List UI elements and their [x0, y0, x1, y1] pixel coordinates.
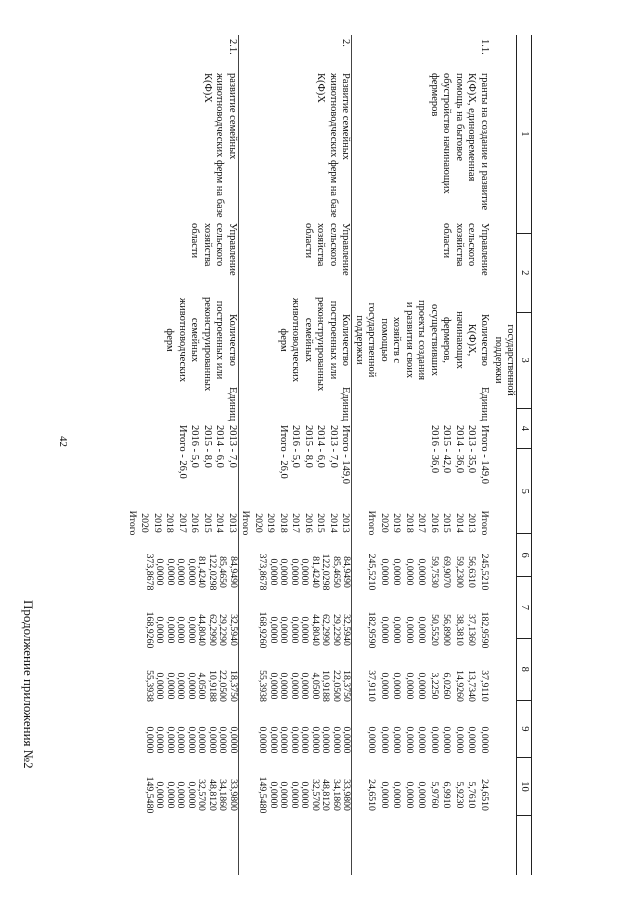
amount-c9-value: 0,0000 [429, 726, 440, 754]
target-values-value: 2016 - 5,0 [290, 425, 302, 468]
amount-c7-value: 0,0000 [379, 616, 390, 644]
amount-c7-value: 168,9260 [257, 611, 269, 649]
amount-c6-value: 56,6310 [466, 556, 478, 588]
amount-c10-value: 32,5700 [196, 779, 208, 811]
amount-c8-value: 4,0500 [310, 672, 321, 700]
year-cell-value: 2020 [139, 513, 151, 533]
target-values-value: 2014 - 36,0 [454, 425, 465, 474]
target-values-value: Итого - 149,0 [479, 425, 490, 484]
appendix-caption: Продолжение приложения №2 [21, 600, 36, 769]
amount-c10-value: 0,0000 [404, 781, 415, 809]
item-name: развитие семейных животноводческих ферм на базе К(Ф)Х [126, 71, 239, 221]
amount-c9-value: 0,0000 [466, 726, 478, 754]
amount-c9 [126, 713, 239, 767]
amount-c7-value: 0,0000 [186, 616, 197, 644]
year-cell-value: 2013 [466, 513, 478, 533]
amount-c8 [239, 659, 353, 713]
amount-c7-value: 44,8040 [310, 614, 321, 646]
amount-c7-value: 0,0000 [404, 616, 415, 644]
year-cell-value: 2015 [202, 513, 213, 533]
amount-c9-value: 0,0000 [278, 726, 290, 754]
amount-c9-value: 0,0000 [366, 726, 378, 754]
amount-c10-value: 33,9800 [341, 779, 353, 811]
amount-c9-value: 0,0000 [196, 726, 208, 754]
amount-c10-value: 0,0000 [416, 781, 428, 809]
target-values-value: 2016 - 36,0 [429, 425, 440, 474]
item-name: гранты на создание и развитие К(Ф)Х, единовременная помощь на бытовое обустройство начинающих фермеров [429, 73, 490, 211]
amount-c6-value: 0,0000 [268, 558, 279, 586]
amount-c6-value: 122,0298 [207, 553, 218, 591]
amount-c6-value: 0,0000 [186, 558, 197, 586]
amount-c10-value: 0,0000 [379, 781, 390, 809]
amount-c7-value: 29,2290 [331, 614, 342, 646]
amount-c8-value: 55,3938 [144, 670, 155, 702]
target-values-value: Итого - 26,0 [278, 425, 289, 479]
amount-c10-value: 0,0000 [268, 781, 279, 809]
amount-c6-value: 122,0298 [320, 553, 332, 591]
item-indicator: Количество построенных или реконструированных семейных животноводческих ферм [239, 295, 353, 385]
amount-c6-value: 0,0000 [391, 558, 403, 586]
amount-c10-value: 5,9230 [454, 781, 465, 809]
amount-c7-value: 56,8900 [441, 614, 453, 646]
item-indicator: Количество К(Ф)Х, начинающих фермеров, осуществивших проекты создания и развития своих хозяйств с помощью государственной поддержки [354, 299, 490, 381]
amount-c6-value: 84,9490 [341, 556, 353, 588]
indicator-continued: государственной поддержки [493, 324, 516, 396]
amount-c7 [126, 601, 239, 659]
col-number: 4 [517, 408, 532, 449]
amount-c8-value: 3,2250 [429, 672, 440, 700]
amount-c10-value: 0,0000 [391, 781, 403, 809]
year-cell-value: Итого [366, 510, 378, 536]
amount-c9-value: 0,0000 [479, 726, 490, 754]
amount-c6-value: 0,0000 [278, 558, 290, 586]
amount-c7 [239, 601, 353, 659]
amount-c10-value: 5,7610 [466, 781, 478, 809]
column-number-row [517, 35, 532, 875]
item-number: 2. [239, 35, 353, 71]
year-cell-value: 2019 [265, 513, 277, 533]
year-cell-value: 2018 [404, 513, 415, 533]
item-executor: Управление сельского хозяйства области [126, 221, 239, 295]
amount-c6-value: 0,0000 [165, 558, 176, 586]
item-indicator: Количество построенных или реконструированных семейных животноводческих ферм [126, 295, 239, 385]
col-number: 7 [517, 576, 532, 638]
year-cell-value: 2017 [177, 513, 188, 533]
amount-c8-value: 0,0000 [154, 672, 166, 700]
item-unit: Единиц [126, 385, 239, 423]
year-cell-value: 2015 [441, 513, 453, 533]
program-rows [126, 35, 491, 875]
amount-c10 [352, 767, 490, 823]
amount-c10-value: 24,6510 [479, 779, 490, 811]
target-values [126, 423, 239, 503]
amount-c6 [352, 543, 490, 601]
year-cell [239, 503, 353, 543]
col-number: 9 [517, 700, 532, 758]
amount-c10-value: 0,0000 [154, 781, 166, 809]
amount-c7-value: 32,5940 [228, 614, 239, 646]
amount-c6-value: 0,0000 [416, 558, 428, 586]
amount-c8-value: 14,9260 [454, 670, 465, 702]
amount-c7-value: 182,9590 [479, 611, 490, 649]
amount-c8-value: 10,9188 [207, 670, 218, 702]
amount-c10-value: 5,9760 [429, 781, 440, 809]
amount-c8-value: 0,0000 [186, 672, 197, 700]
amount-c10-value: 149,5480 [144, 776, 155, 814]
program-row [126, 35, 239, 875]
program-table [493, 35, 532, 875]
year-cell-value: Итого [127, 510, 138, 536]
col-number: 1 [517, 35, 532, 233]
year-cell-value: 2013 [227, 513, 238, 533]
target-values-value: 2013 - 7,0 [328, 425, 339, 468]
amount-c8-value: 55,3938 [257, 670, 269, 702]
amount-c8-value: 0,0000 [278, 672, 290, 700]
amount-c10-value: 0,0000 [278, 781, 290, 809]
amount-c10-value: 0,0000 [165, 781, 176, 809]
amount-c8-value: 6,0260 [441, 672, 453, 700]
amount-c10 [126, 767, 239, 823]
amount-c9-value: 0,0000 [391, 726, 403, 754]
amount-c8-value: 0,0000 [379, 672, 390, 700]
amount-c9-value: 0,0000 [454, 726, 465, 754]
amount-c10-value: 34,1860 [217, 779, 229, 811]
amount-c8-value: 37,9110 [479, 670, 490, 702]
amount-c7-value: 0,0000 [289, 616, 300, 644]
amount-c10-value: 48,8120 [207, 779, 218, 811]
amount-c9-value: 0,0000 [441, 726, 453, 754]
amount-c8-value: 0,0000 [165, 672, 176, 700]
amount-c8-value: 0,0000 [175, 672, 187, 700]
amount-c8 [126, 659, 239, 713]
amount-c10-value: 33,9800 [228, 779, 239, 811]
item-unit: Единиц [479, 387, 490, 422]
year-cell-value: 2016 [189, 513, 201, 533]
amount-c7-value: 32,5940 [341, 614, 353, 646]
year-cell-value: 2017 [416, 513, 428, 533]
amount-c9-value: 0,0000 [320, 726, 332, 754]
amount-c9-value: 0,0000 [299, 726, 311, 754]
amount-c7-value: 62,2990 [207, 614, 218, 646]
spacer-cell [352, 823, 490, 875]
amount-c6-value: 81,4240 [310, 556, 321, 588]
amount-c6-value: 84,9490 [228, 556, 239, 588]
amount-c7-value: 29,2290 [217, 614, 229, 646]
year-cell-value: 2014 [454, 513, 465, 533]
amount-c6 [239, 543, 353, 601]
amount-c9-value: 0,0000 [186, 726, 197, 754]
amount-c6-value: 59,7530 [429, 556, 440, 588]
year-cell-value: 2017 [290, 513, 302, 533]
amount-c7-value: 168,9260 [144, 611, 155, 649]
target-values-value: Итого - 149,0 [340, 425, 352, 484]
amount-c9-value: 0,0000 [310, 726, 321, 754]
col-number: 5 [517, 449, 532, 534]
amount-c9-value: 0,0000 [268, 726, 279, 754]
amount-c9-value: 0,0000 [404, 726, 415, 754]
amount-c10-value: 6,9910 [441, 781, 453, 809]
year-cell-value: 2019 [152, 513, 163, 533]
target-values-value: 2016 - 5,0 [189, 425, 201, 468]
amount-c7-value: 0,0000 [278, 616, 290, 644]
target-values-value: 2015 - 8,0 [303, 425, 314, 468]
amount-c9-value: 0,0000 [289, 726, 300, 754]
amount-c8-value: 37,9110 [366, 670, 378, 702]
page-number: 42 [57, 436, 69, 447]
target-values-value: 2015 - 42,0 [441, 425, 453, 474]
target-values-value: 2014 - 6,0 [214, 425, 226, 468]
amount-c8-value: 22,0500 [217, 670, 229, 702]
spacer-cell [239, 823, 353, 875]
amount-c7-value: 0,0000 [391, 616, 403, 644]
col-number: 6 [517, 534, 532, 577]
amount-c8-value: 18,3750 [228, 670, 239, 702]
amount-c10-value: 0,0000 [299, 781, 311, 809]
amount-c7-value: 0,0000 [268, 616, 279, 644]
amount-c9-value: 0,0000 [154, 726, 166, 754]
amount-c6-value: 85,4650 [331, 556, 342, 588]
amount-c7-value: 0,0000 [416, 616, 428, 644]
amount-c6-value: 245,5210 [479, 553, 490, 591]
target-values-value: 2014 - 6,0 [315, 425, 327, 468]
year-cell-value: 2018 [164, 513, 176, 533]
year-cell-value: 2014 [328, 513, 339, 533]
target-values-value: 2013 - 7,0 [227, 425, 238, 468]
year-cell-value: Итого [479, 510, 490, 536]
col-number: 2 [517, 233, 532, 312]
amount-c6-value: 0,0000 [299, 558, 311, 586]
year-cell-value: 2015 [315, 513, 327, 533]
item-number: 1.1. [479, 39, 490, 55]
target-values [239, 423, 353, 503]
year-cell-value: Итого [240, 510, 252, 536]
amount-c6 [126, 543, 239, 601]
amount-c6-value: 0,0000 [404, 558, 415, 586]
col-number: 8 [517, 638, 532, 700]
amount-c6-value: 0,0000 [289, 558, 300, 586]
amount-c6-value: 373,8678 [257, 553, 269, 591]
amount-c6-value: 0,0000 [154, 558, 166, 586]
amount-c10-value: 24,6510 [366, 779, 378, 811]
item-unit: Единиц [239, 385, 353, 423]
year-cell-value: 2018 [278, 513, 289, 533]
amount-c9-value: 0,0000 [217, 726, 229, 754]
target-values-value: Итого - 26,0 [177, 425, 188, 479]
amount-c8-value: 13,7340 [466, 670, 478, 702]
amount-c9-value: 0,0000 [257, 726, 269, 754]
amount-c7-value: 62,2990 [320, 614, 332, 646]
amount-c9-value: 0,0000 [175, 726, 187, 754]
amount-c10-value: 149,5480 [257, 776, 269, 814]
year-cell-value: 2019 [391, 513, 403, 533]
amount-c8-value: 0,0000 [391, 672, 403, 700]
amount-c6-value: 59,2300 [454, 556, 465, 588]
amount-c8-value: 4,0500 [196, 672, 208, 700]
amount-c9 [352, 713, 490, 767]
amount-c7-value: 0,0000 [299, 616, 311, 644]
item-executor: Управление сельского хозяйства области [239, 221, 353, 295]
item-executor: Управление сельского хозяйства области [441, 223, 490, 276]
year-cell [126, 503, 239, 543]
amount-c6-value: 0,0000 [379, 558, 390, 586]
year-cell-value: 2020 [379, 513, 390, 533]
amount-c6-value: 69,9070 [441, 556, 453, 588]
year-cell-value: 2016 [429, 513, 440, 533]
target-values-value: 2015 - 8,0 [202, 425, 213, 468]
year-cell-value: 2020 [253, 513, 264, 533]
amount-c6-value: 0,0000 [175, 558, 187, 586]
amount-c7-value: 182,9590 [366, 611, 378, 649]
amount-c10-value: 34,1860 [331, 779, 342, 811]
target-values-value: 2013 - 35,0 [466, 425, 478, 474]
amount-c7-value: 0,0000 [165, 616, 176, 644]
amount-c9-value: 0,0000 [228, 726, 239, 754]
amount-c7 [352, 601, 490, 659]
amount-c9-value: 0,0000 [144, 726, 155, 754]
amount-c9-value: 0,0000 [331, 726, 342, 754]
item-name: Развитие семейных животноводческих ферм на базе К(Ф)Х [239, 71, 353, 221]
col-number: 3 [517, 312, 532, 408]
continued-row [493, 35, 517, 875]
amount-c8-value: 22,0500 [331, 670, 342, 702]
amount-c8-value: 0,0000 [416, 672, 428, 700]
amount-c6-value: 85,4650 [217, 556, 229, 588]
item-number: 2.1. [126, 35, 239, 71]
amount-c7-value: 0,0000 [154, 616, 166, 644]
amount-c9-value: 0,0000 [379, 726, 390, 754]
year-cell-value: 2014 [214, 513, 226, 533]
amount-c6-value: 373,8678 [144, 553, 155, 591]
amount-c10-value: 32,5700 [310, 779, 321, 811]
amount-c8-value: 18,3750 [341, 670, 353, 702]
amount-c7-value: 44,8040 [196, 614, 208, 646]
amount-c7-value: 50,5520 [429, 614, 440, 646]
amount-c8-value: 0,0000 [404, 672, 415, 700]
amount-c6-value: 81,4240 [196, 556, 208, 588]
amount-c6-value: 245,5210 [366, 553, 378, 591]
amount-c9-value: 0,0000 [416, 726, 428, 754]
amount-c8-value: 10,9188 [320, 670, 332, 702]
year-cell-value: 2013 [340, 513, 352, 533]
amount-c8 [352, 659, 490, 713]
amount-c10-value: 48,8120 [320, 779, 332, 811]
amount-c8-value: 0,0000 [268, 672, 279, 700]
amount-c10 [239, 767, 353, 823]
amount-c7-value: 0,0000 [175, 616, 187, 644]
spacer-cell [126, 823, 239, 875]
year-cell [352, 503, 490, 543]
amount-c8-value: 0,0000 [289, 672, 300, 700]
program-row [239, 35, 353, 875]
amount-c10-value: 0,0000 [175, 781, 187, 809]
amount-c9-value: 0,0000 [341, 726, 353, 754]
amount-c10-value: 0,0000 [186, 781, 197, 809]
program-row [352, 35, 490, 875]
amount-c9-value: 0,0000 [207, 726, 218, 754]
year-cell-value: 2016 [303, 513, 314, 533]
target-values [352, 423, 490, 503]
col-number: 10 [517, 758, 532, 816]
amount-c7-value: 37,1360 [466, 614, 478, 646]
amount-c7-value: 38,3810 [454, 614, 465, 646]
amount-c10-value: 0,0000 [289, 781, 300, 809]
amount-c8-value: 0,0000 [299, 672, 311, 700]
amount-c9-value: 0,0000 [165, 726, 176, 754]
amount-c9 [239, 713, 353, 767]
